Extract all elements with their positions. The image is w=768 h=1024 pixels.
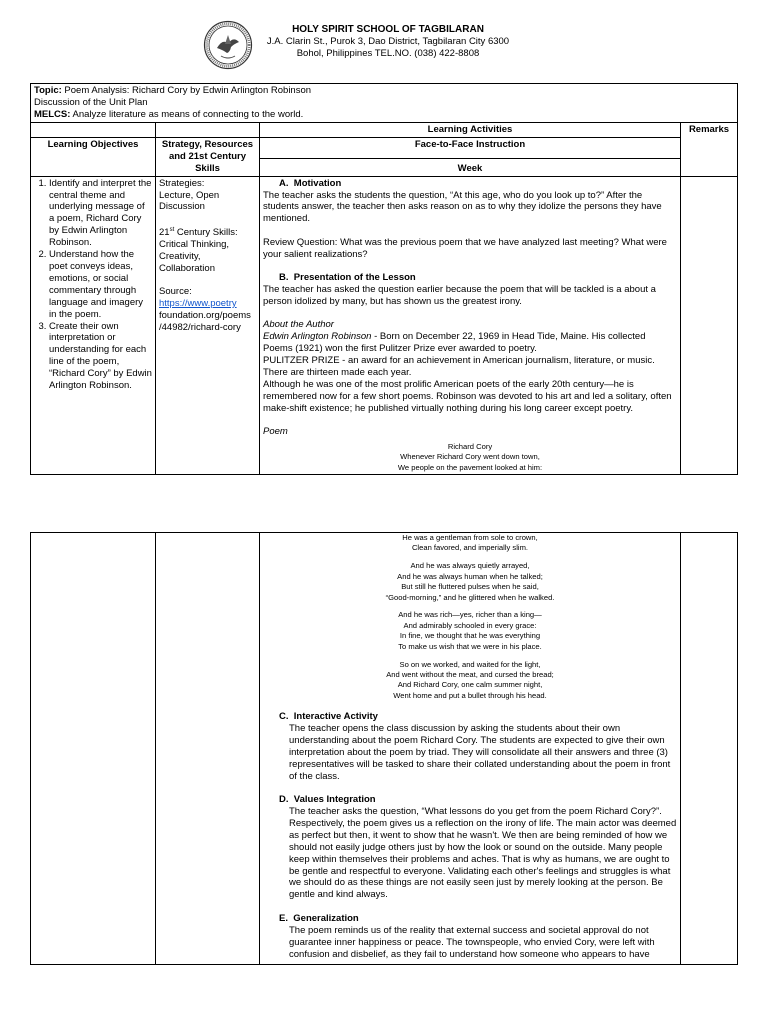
poem-continued — [263, 533, 677, 701]
pulitzer-paragraph: PULITZER PRIZE - an award for an achievement in American journalism, literature, or music. There are thirteen made each year. — [263, 355, 655, 378]
school-name: HOLY SPIRIT SCHOOL OF TAGBILARAN — [292, 24, 484, 35]
poem-line: And Richard Cory, one calm summer night, — [397, 680, 543, 690]
activities-cell-cont — [260, 533, 681, 965]
poem-line: And went without the meat, and cursed the bread; — [386, 669, 554, 679]
topic-text: Poem Analysis: Richard Cory by Edwin Arlington Robinson — [61, 85, 312, 96]
topic-label: Topic: — [34, 85, 62, 96]
school-info — [258, 24, 518, 60]
letterhead — [0, 20, 768, 68]
strategy-cell-cont — [156, 533, 260, 965]
strategies-text: Lecture, Open Discussion — [159, 189, 220, 213]
poem-line: So on we worked, and waited for the light, — [399, 659, 541, 669]
section-d-heading: D. Values Integration — [279, 794, 376, 806]
skills-label: 21st Century Skills: — [159, 226, 238, 238]
remarks-cell — [681, 176, 738, 475]
poem-line: In fine, we thought that he was everything — [399, 631, 541, 641]
about-author-heading: About the Author — [263, 319, 334, 331]
poem-line: But still he fluttered pulses when he said, — [401, 582, 539, 592]
face-to-face-header: Face-to-Face Instruction — [260, 137, 681, 158]
remarks-cell-cont — [681, 533, 738, 965]
poem-line: He was a gentleman from sole to crown, — [402, 533, 538, 542]
objective-item: 2. Understand how the poet conveys ideas, emotions, or social commentary through language and imagery in the poem. — [49, 249, 152, 320]
source-label: Source: — [159, 286, 192, 298]
discussion-text: Discussion of the Unit Plan — [34, 96, 148, 108]
poem-stanza — [263, 660, 677, 702]
poem-line: Clean favored, and imperially slim. — [411, 543, 529, 553]
section-b-heading: B. Presentation of the Lesson — [279, 272, 416, 284]
section-c-heading: C. Interactive Activity — [279, 711, 378, 723]
poem-line: Whenever Richard Cory went down town, — [400, 452, 540, 462]
section-a-heading: A. Motivation — [279, 177, 342, 189]
poem-stanza — [263, 561, 677, 603]
poem-label: Poem — [263, 426, 288, 438]
strategy-header: Strategy, Resources and 21st Century Skills — [156, 137, 260, 176]
objectives-cell — [31, 176, 156, 475]
motivation-text: The teacher asks the students the question, “At this age, who do you look up to?” After the students answer, the teacher then asks reason on as to why they idolize the persons they have mentioned. — [263, 189, 662, 225]
remarks-header: Remarks — [681, 123, 738, 177]
lesson-plan-table — [30, 83, 738, 475]
plan-info-cell — [31, 84, 738, 123]
author-paragraph-2: Although he was one of the most prolific American poets of the early 20th century—he is remembered now for a few short poems. Robinson was devoted to his art and led a solitary, often make-shift existence; he published virtually nothing during his long career except poetry. — [263, 378, 672, 414]
learning-objectives-header: Learning Objectives — [31, 137, 156, 176]
school-address-line2: Bohol, Philippines TEL.NO. (038) 422-8808 — [296, 48, 480, 59]
section-e-heading: E. Generalization — [279, 912, 359, 924]
poem-line: Went home and put a bullet through his head. — [393, 690, 547, 700]
strategy-cell — [156, 176, 260, 475]
author-paragraph: Edwin Arlington Robinson - Born on December 22, 1969 in Head Tide, Maine. His collected Poems (1921) won the first Pulitzer Prize ever awarded to poetry. — [263, 331, 646, 355]
learning-activities-header: Learning Activities — [260, 123, 681, 138]
poem-line: And he was always human when he talked; — [397, 571, 543, 581]
school-address-line1: J.A. Clarin St., Purok 3, Dao District, Tagbilaran City 6300 — [266, 36, 510, 47]
skills-text: Critical Thinking, Creativity, Collaboration — [159, 238, 230, 274]
values-integration-text: The teacher asks the question, “What lessons do you get from the poem Richard Cory?”. Respectively, the poem gives us a reflection on the irony of life. The main actor was deemed as perfect but then, it went to show that he wasn't. We then are being reminded of how we should not easily judge others just by how the look or sound on the outside. Many people keep within themselves their problems and aches. That is why as humans, we are ought to be gentle and respectful to everyone. Validating each other's feelings and struggles is what we should do as these things are not easily seen just by merely looking at the person. Be gentle and kind always. — [289, 806, 677, 901]
poem-line: “Good-morning,” and he glittered when he walked. — [385, 592, 555, 602]
strategies-label: Strategies: — [159, 177, 205, 189]
generalization-text: The poem reminds us of the reality that external success and societal approval do not guarantee inner happiness or peace. The townspeople, who envied Cory, were left with confusion and disbelief, as they fail to understand how someone who appears to have — [289, 924, 655, 960]
poem-line: To make us wish that we were in his place. — [398, 641, 542, 651]
lesson-plan-table-continued — [30, 532, 738, 965]
poem-title: Richard Cory — [447, 441, 493, 451]
poem-stanza — [263, 533, 677, 554]
poem-line: And he was always quietly arrayed, — [410, 561, 530, 571]
source-path: foundation.org/poems /44982/richard-cory — [159, 309, 251, 333]
review-question: Review Question: What was the previous poem that we have analyzed last meeting? What were your salient realizations? — [263, 236, 667, 260]
poem-line: And he was rich—yes, richer than a king— — [398, 610, 542, 620]
poem-line: We people on the pavement looked at him: — [397, 462, 543, 472]
interactive-activity-text: The teacher opens the class discussion by asking the students about their own understanding about the poem Richard Cory. The students are expected to give their own interpretation about the poem by triad. They will consolidate all their answers and three (3) representatives will be tasked to share their collated understanding about the poem in front of the class. — [289, 723, 671, 782]
objective-item: 1. Identify and interpret the central theme and underlying message of a poem, Richard Cory by Edwin Arlington Robinson. — [49, 178, 152, 249]
activities-cell — [260, 176, 681, 475]
objective-item: 3. Create their own interpretation or understanding for each line of the poem, “Richard Cory” by Edwin Arlington Robinson. — [49, 321, 152, 392]
poem-stanza — [263, 610, 677, 652]
poem-line: And admirably schooled in every grace: — [403, 620, 537, 630]
presentation-text: The teacher has asked the question earlier because the poem that will be tackled is a about a person idolized by many, but has shown us the greatest irony. — [263, 283, 656, 307]
melcs-text: Analyze literature as means of connecting to the world. — [70, 108, 304, 120]
author-name: Edwin Arlington Robinson — [263, 331, 372, 343]
melcs-label: MELCS: — [34, 108, 71, 120]
poem-start — [263, 442, 677, 473]
week-header: Week — [260, 159, 681, 177]
school-seal-logo — [203, 20, 253, 70]
source-link[interactable]: https://www.poetry — [159, 298, 237, 310]
objectives-cell-cont — [31, 533, 156, 965]
